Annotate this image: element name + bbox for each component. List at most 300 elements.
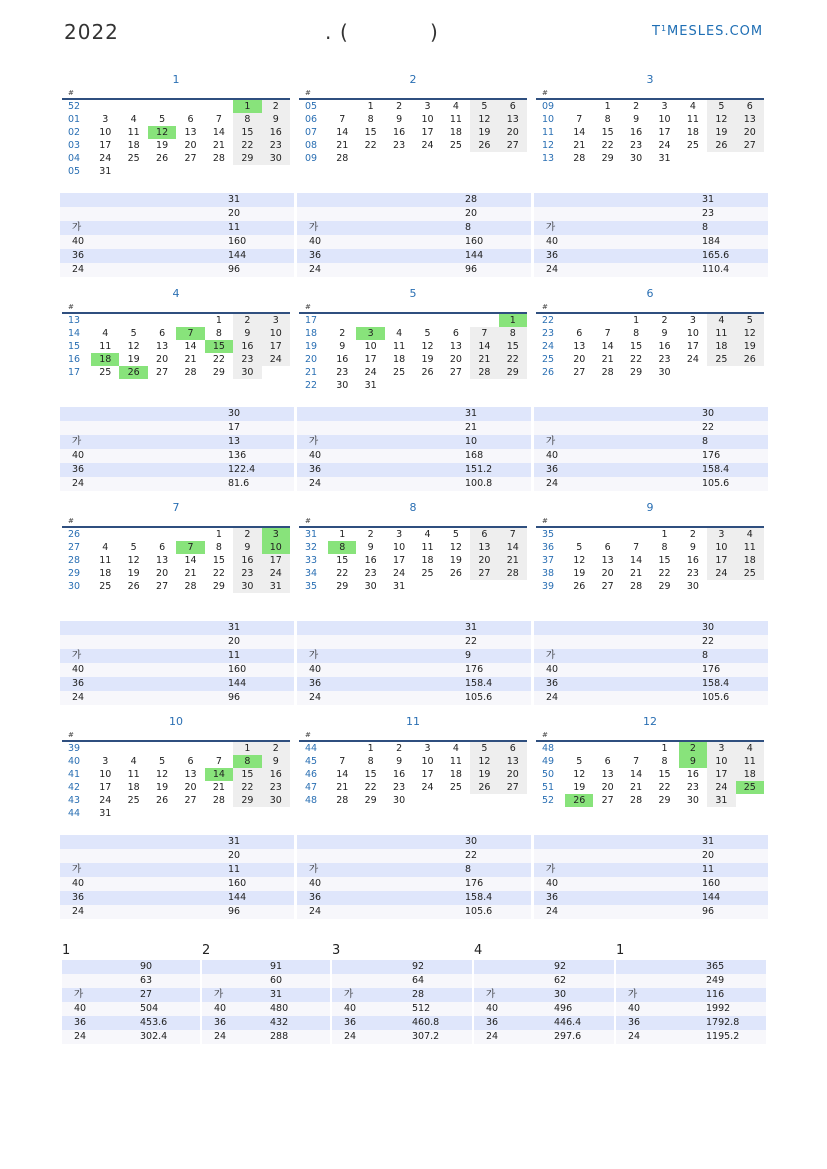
day-cell[interactable]: 1 — [233, 742, 261, 755]
day-cell[interactable]: 11 — [127, 127, 140, 138]
day-cell[interactable]: 28 — [601, 367, 614, 378]
day-cell[interactable]: 31 — [99, 166, 112, 177]
day-cell[interactable]: 30 — [262, 152, 290, 165]
holiday-day[interactable]: 7 — [176, 541, 204, 554]
day-cell[interactable]: 21 — [499, 554, 527, 567]
day-cell[interactable]: 16 — [233, 340, 261, 353]
day-cell[interactable]: 19 — [156, 782, 169, 793]
day-cell[interactable]: 23 — [336, 367, 349, 378]
day-cell[interactable]: 6 — [159, 542, 166, 553]
day-cell[interactable]: 13 — [499, 755, 527, 768]
day-cell[interactable]: 25 — [736, 567, 764, 580]
day-cell[interactable]: 17 — [421, 127, 434, 138]
day-cell[interactable]: 12 — [573, 555, 586, 566]
day-cell[interactable]: 14 — [573, 127, 586, 138]
day-cell[interactable]: 30 — [686, 795, 699, 806]
day-cell[interactable]: 14 — [336, 769, 349, 780]
day-cell[interactable]: 26 — [449, 568, 462, 579]
day-cell[interactable]: 27 — [499, 781, 527, 794]
day-cell[interactable]: 18 — [736, 768, 764, 781]
day-cell[interactable]: 14 — [630, 769, 643, 780]
day-cell[interactable]: 15 — [658, 769, 671, 780]
day-cell[interactable]: 19 — [573, 782, 586, 793]
day-cell[interactable]: 14 — [630, 555, 643, 566]
day-cell[interactable]: 29 — [233, 152, 261, 165]
holiday-day[interactable]: 9 — [679, 755, 707, 768]
day-cell[interactable]: 30 — [393, 795, 406, 806]
holiday-day[interactable]: 8 — [233, 755, 261, 768]
day-cell[interactable]: 7 — [576, 114, 583, 125]
day-cell[interactable]: 15 — [336, 555, 349, 566]
day-cell[interactable]: 8 — [499, 327, 527, 340]
day-cell[interactable]: 3 — [661, 101, 668, 112]
day-cell[interactable]: 25 — [127, 795, 140, 806]
holiday-day[interactable]: 10 — [262, 541, 290, 554]
day-cell[interactable]: 22 — [630, 354, 643, 365]
day-cell[interactable]: 19 — [736, 340, 764, 353]
day-cell[interactable]: 30 — [233, 580, 261, 593]
day-cell[interactable]: 29 — [601, 153, 614, 164]
day-cell[interactable]: 1 — [367, 743, 374, 754]
day-cell[interactable]: 19 — [573, 568, 586, 579]
day-cell[interactable]: 20 — [601, 782, 614, 793]
day-cell[interactable]: 26 — [736, 353, 764, 366]
day-cell[interactable]: 8 — [215, 542, 222, 553]
day-cell[interactable]: 23 — [658, 354, 671, 365]
day-cell[interactable]: 1 — [661, 529, 668, 540]
day-cell[interactable]: 9 — [396, 114, 403, 125]
day-cell[interactable]: 29 — [499, 366, 527, 379]
day-cell[interactable]: 21 — [601, 354, 614, 365]
day-cell[interactable]: 4 — [452, 743, 459, 754]
day-cell[interactable]: 2 — [339, 328, 346, 339]
day-cell[interactable]: 22 — [364, 782, 377, 793]
day-cell[interactable]: 28 — [336, 795, 349, 806]
day-cell[interactable]: 6 — [187, 756, 194, 767]
day-cell[interactable]: 2 — [233, 314, 261, 327]
day-cell[interactable]: 9 — [367, 542, 374, 553]
day-cell[interactable]: 2 — [233, 528, 261, 541]
day-cell[interactable]: 16 — [658, 341, 671, 352]
day-cell[interactable]: 22 — [233, 781, 261, 794]
day-cell[interactable]: 22 — [364, 140, 377, 151]
day-cell[interactable]: 12 — [127, 555, 140, 566]
day-cell[interactable]: 23 — [686, 782, 699, 793]
day-cell[interactable]: 26 — [156, 795, 169, 806]
day-cell[interactable]: 23 — [262, 139, 290, 152]
day-cell[interactable]: 17 — [262, 340, 290, 353]
holiday-day[interactable]: 26 — [565, 794, 593, 807]
day-cell[interactable]: 13 — [736, 113, 764, 126]
day-cell[interactable]: 23 — [686, 568, 699, 579]
day-cell[interactable]: 17 — [364, 354, 377, 365]
day-cell[interactable]: 26 — [470, 139, 498, 152]
day-cell[interactable]: 24 — [364, 367, 377, 378]
day-cell[interactable]: 10 — [707, 541, 735, 554]
day-cell[interactable]: 29 — [658, 581, 671, 592]
day-cell[interactable]: 4 — [736, 528, 764, 541]
day-cell[interactable]: 21 — [336, 782, 349, 793]
day-cell[interactable]: 28 — [630, 795, 643, 806]
day-cell[interactable]: 23 — [393, 782, 406, 793]
day-cell[interactable]: 24 — [393, 568, 406, 579]
day-cell[interactable]: 7 — [470, 327, 498, 340]
day-cell[interactable]: 16 — [686, 769, 699, 780]
day-cell[interactable]: 23 — [630, 140, 643, 151]
day-cell[interactable]: 20 — [156, 568, 169, 579]
day-cell[interactable]: 16 — [262, 768, 290, 781]
day-cell[interactable]: 29 — [212, 581, 225, 592]
day-cell[interactable]: 10 — [658, 114, 671, 125]
day-cell[interactable]: 18 — [736, 554, 764, 567]
day-cell[interactable]: 20 — [573, 354, 586, 365]
day-cell[interactable]: 8 — [661, 756, 668, 767]
day-cell[interactable]: 30 — [658, 367, 671, 378]
holiday-day[interactable]: 3 — [356, 327, 384, 340]
day-cell[interactable]: 5 — [130, 542, 137, 553]
day-cell[interactable]: 7 — [633, 542, 640, 553]
day-cell[interactable]: 15 — [364, 769, 377, 780]
day-cell[interactable]: 16 — [393, 769, 406, 780]
day-cell[interactable]: 17 — [707, 768, 735, 781]
day-cell[interactable]: 31 — [364, 380, 377, 391]
day-cell[interactable]: 12 — [470, 113, 498, 126]
holiday-day[interactable]: 14 — [205, 768, 233, 781]
day-cell[interactable]: 31 — [99, 808, 112, 819]
day-cell[interactable]: 15 — [364, 127, 377, 138]
day-cell[interactable]: 9 — [633, 114, 640, 125]
day-cell[interactable]: 23 — [233, 567, 261, 580]
day-cell[interactable]: 15 — [630, 341, 643, 352]
day-cell[interactable]: 13 — [184, 769, 197, 780]
day-cell[interactable]: 1 — [633, 315, 640, 326]
site-logo[interactable] — [652, 24, 763, 39]
day-cell[interactable]: 16 — [364, 555, 377, 566]
day-cell[interactable]: 10 — [686, 328, 699, 339]
day-cell[interactable]: 4 — [707, 314, 735, 327]
day-cell[interactable]: 20 — [156, 354, 169, 365]
day-cell[interactable]: 26 — [156, 153, 169, 164]
day-cell[interactable]: 18 — [421, 555, 434, 566]
day-cell[interactable]: 19 — [470, 126, 498, 139]
day-cell[interactable]: 11 — [421, 542, 434, 553]
day-cell[interactable]: 3 — [707, 528, 735, 541]
day-cell[interactable]: 31 — [262, 580, 290, 593]
day-cell[interactable]: 4 — [130, 756, 137, 767]
day-cell[interactable]: 18 — [686, 127, 699, 138]
holiday-day[interactable]: 1 — [499, 314, 527, 327]
day-cell[interactable]: 28 — [630, 581, 643, 592]
day-cell[interactable]: 11 — [736, 541, 764, 554]
day-cell[interactable]: 5 — [736, 314, 764, 327]
day-cell[interactable]: 15 — [658, 555, 671, 566]
day-cell[interactable]: 3 — [102, 756, 109, 767]
day-cell[interactable]: 8 — [633, 328, 640, 339]
day-cell[interactable]: 5 — [470, 742, 498, 755]
day-cell[interactable]: 22 — [212, 354, 225, 365]
day-cell[interactable]: 29 — [630, 367, 643, 378]
day-cell[interactable]: 30 — [364, 581, 377, 592]
day-cell[interactable]: 4 — [424, 529, 431, 540]
day-cell[interactable]: 23 — [233, 353, 261, 366]
day-cell[interactable]: 13 — [601, 555, 614, 566]
day-cell[interactable]: 18 — [99, 568, 112, 579]
holiday-day[interactable]: 26 — [119, 366, 147, 379]
day-cell[interactable]: 9 — [689, 542, 696, 553]
day-cell[interactable]: 7 — [339, 114, 346, 125]
day-cell[interactable]: 5 — [130, 328, 137, 339]
holiday-day[interactable]: 8 — [328, 541, 356, 554]
day-cell[interactable]: 25 — [449, 140, 462, 151]
day-cell[interactable]: 2 — [633, 101, 640, 112]
day-cell[interactable]: 6 — [736, 100, 764, 113]
day-cell[interactable]: 21 — [470, 353, 498, 366]
day-cell[interactable]: 19 — [127, 354, 140, 365]
day-cell[interactable]: 3 — [424, 101, 431, 112]
day-cell[interactable]: 10 — [262, 327, 290, 340]
day-cell[interactable]: 13 — [499, 113, 527, 126]
day-cell[interactable]: 27 — [470, 567, 498, 580]
day-cell[interactable]: 4 — [736, 742, 764, 755]
day-cell[interactable]: 7 — [499, 528, 527, 541]
day-cell[interactable]: 21 — [630, 568, 643, 579]
day-cell[interactable]: 10 — [99, 769, 112, 780]
day-cell[interactable]: 22 — [658, 568, 671, 579]
day-cell[interactable]: 18 — [393, 354, 406, 365]
day-cell[interactable]: 21 — [212, 140, 225, 151]
day-cell[interactable]: 25 — [449, 782, 462, 793]
day-cell[interactable]: 26 — [573, 581, 586, 592]
day-cell[interactable]: 25 — [686, 140, 699, 151]
day-cell[interactable]: 26 — [470, 781, 498, 794]
day-cell[interactable]: 29 — [364, 795, 377, 806]
day-cell[interactable]: 20 — [736, 126, 764, 139]
day-cell[interactable]: 6 — [576, 328, 583, 339]
day-cell[interactable]: 21 — [184, 568, 197, 579]
day-cell[interactable]: 27 — [601, 581, 614, 592]
day-cell[interactable]: 13 — [470, 541, 498, 554]
day-cell[interactable]: 10 — [707, 755, 735, 768]
day-cell[interactable]: 6 — [159, 328, 166, 339]
day-cell[interactable]: 14 — [212, 127, 225, 138]
day-cell[interactable]: 26 — [707, 139, 735, 152]
day-cell[interactable]: 24 — [262, 567, 290, 580]
day-cell[interactable]: 6 — [470, 528, 498, 541]
day-cell[interactable]: 9 — [661, 328, 668, 339]
day-cell[interactable]: 15 — [601, 127, 614, 138]
day-cell[interactable]: 17 — [99, 782, 112, 793]
day-cell[interactable]: 30 — [233, 366, 261, 379]
day-cell[interactable]: 17 — [658, 127, 671, 138]
day-cell[interactable]: 16 — [393, 127, 406, 138]
day-cell[interactable]: 17 — [686, 341, 699, 352]
day-cell[interactable]: 27 — [184, 153, 197, 164]
day-cell[interactable]: 27 — [184, 795, 197, 806]
day-cell[interactable]: 20 — [184, 140, 197, 151]
day-cell[interactable]: 28 — [573, 153, 586, 164]
day-cell[interactable]: 12 — [736, 327, 764, 340]
day-cell[interactable]: 10 — [99, 127, 112, 138]
day-cell[interactable]: 27 — [573, 367, 586, 378]
day-cell[interactable]: 19 — [156, 140, 169, 151]
day-cell[interactable]: 14 — [184, 555, 197, 566]
day-cell[interactable]: 18 — [127, 140, 140, 151]
day-cell[interactable]: 12 — [573, 769, 586, 780]
day-cell[interactable]: 6 — [604, 756, 611, 767]
day-cell[interactable]: 19 — [449, 555, 462, 566]
day-cell[interactable]: 11 — [99, 341, 112, 352]
day-cell[interactable]: 11 — [449, 756, 462, 767]
day-cell[interactable]: 29 — [233, 794, 261, 807]
day-cell[interactable]: 29 — [212, 367, 225, 378]
day-cell[interactable]: 1 — [367, 101, 374, 112]
day-cell[interactable]: 20 — [499, 768, 527, 781]
day-cell[interactable]: 16 — [233, 554, 261, 567]
day-cell[interactable]: 9 — [262, 755, 290, 768]
day-cell[interactable]: 17 — [393, 555, 406, 566]
holiday-day[interactable]: 12 — [148, 126, 176, 139]
day-cell[interactable]: 18 — [449, 127, 462, 138]
day-cell[interactable]: 13 — [156, 555, 169, 566]
day-cell[interactable]: 1 — [215, 315, 222, 326]
day-cell[interactable]: 21 — [573, 140, 586, 151]
day-cell[interactable]: 18 — [449, 769, 462, 780]
day-cell[interactable]: 15 — [233, 768, 261, 781]
day-cell[interactable]: 12 — [449, 542, 462, 553]
day-cell[interactable]: 19 — [421, 354, 434, 365]
day-cell[interactable]: 30 — [336, 380, 349, 391]
day-cell[interactable]: 5 — [424, 328, 431, 339]
day-cell[interactable]: 24 — [99, 795, 112, 806]
day-cell[interactable]: 1 — [215, 529, 222, 540]
day-cell[interactable]: 13 — [601, 769, 614, 780]
day-cell[interactable]: 17 — [262, 554, 290, 567]
day-cell[interactable]: 8 — [661, 542, 668, 553]
day-cell[interactable]: 7 — [604, 328, 611, 339]
day-cell[interactable]: 9 — [339, 341, 346, 352]
day-cell[interactable]: 4 — [689, 101, 696, 112]
day-cell[interactable]: 27 — [736, 139, 764, 152]
day-cell[interactable]: 13 — [573, 341, 586, 352]
day-cell[interactable]: 24 — [707, 781, 735, 794]
day-cell[interactable]: 24 — [707, 567, 735, 580]
day-cell[interactable]: 3 — [102, 114, 109, 125]
day-cell[interactable]: 28 — [184, 367, 197, 378]
day-cell[interactable]: 7 — [215, 756, 222, 767]
day-cell[interactable]: 3 — [424, 743, 431, 754]
day-cell[interactable]: 8 — [604, 114, 611, 125]
holiday-day[interactable]: 7 — [176, 327, 204, 340]
day-cell[interactable]: 26 — [127, 581, 140, 592]
day-cell[interactable]: 14 — [336, 127, 349, 138]
day-cell[interactable]: 27 — [499, 139, 527, 152]
day-cell[interactable]: 9 — [262, 113, 290, 126]
day-cell[interactable]: 2 — [262, 100, 290, 113]
day-cell[interactable]: 31 — [707, 794, 735, 807]
day-cell[interactable]: 29 — [658, 795, 671, 806]
day-cell[interactable]: 28 — [499, 567, 527, 580]
day-cell[interactable]: 30 — [262, 794, 290, 807]
day-cell[interactable]: 2 — [689, 529, 696, 540]
day-cell[interactable]: 23 — [262, 781, 290, 794]
day-cell[interactable]: 25 — [421, 568, 434, 579]
day-cell[interactable]: 10 — [421, 114, 434, 125]
day-cell[interactable]: 24 — [262, 353, 290, 366]
day-cell[interactable]: 5 — [159, 114, 166, 125]
day-cell[interactable]: 22 — [212, 568, 225, 579]
day-cell[interactable]: 24 — [99, 153, 112, 164]
day-cell[interactable]: 19 — [707, 126, 735, 139]
day-cell[interactable]: 14 — [601, 341, 614, 352]
day-cell[interactable]: 8 — [215, 328, 222, 339]
day-cell[interactable]: 29 — [336, 581, 349, 592]
day-cell[interactable]: 1 — [604, 101, 611, 112]
day-cell[interactable]: 27 — [156, 581, 169, 592]
holiday-day[interactable]: 1 — [233, 100, 261, 113]
holiday-day[interactable]: 15 — [205, 340, 233, 353]
day-cell[interactable]: 23 — [364, 568, 377, 579]
day-cell[interactable]: 2 — [396, 101, 403, 112]
day-cell[interactable]: 20 — [184, 782, 197, 793]
day-cell[interactable]: 28 — [212, 795, 225, 806]
day-cell[interactable]: 20 — [601, 568, 614, 579]
day-cell[interactable]: 4 — [102, 542, 109, 553]
day-cell[interactable]: 22 — [658, 782, 671, 793]
day-cell[interactable]: 21 — [630, 782, 643, 793]
day-cell[interactable]: 14 — [184, 341, 197, 352]
day-cell[interactable]: 4 — [102, 328, 109, 339]
day-cell[interactable]: 28 — [470, 366, 498, 379]
day-cell[interactable]: 31 — [393, 581, 406, 592]
day-cell[interactable]: 7 — [339, 756, 346, 767]
day-cell[interactable]: 13 — [184, 127, 197, 138]
day-cell[interactable]: 21 — [212, 782, 225, 793]
holiday-day[interactable]: 2 — [679, 742, 707, 755]
day-cell[interactable]: 7 — [633, 756, 640, 767]
day-cell[interactable]: 5 — [576, 756, 583, 767]
day-cell[interactable]: 17 — [707, 554, 735, 567]
day-cell[interactable]: 4 — [452, 101, 459, 112]
day-cell[interactable]: 12 — [127, 341, 140, 352]
day-cell[interactable]: 11 — [99, 555, 112, 566]
day-cell[interactable]: 28 — [212, 153, 225, 164]
day-cell[interactable]: 24 — [658, 140, 671, 151]
day-cell[interactable]: 25 — [127, 153, 140, 164]
day-cell[interactable]: 11 — [449, 114, 462, 125]
day-cell[interactable]: 11 — [393, 341, 406, 352]
day-cell[interactable]: 26 — [421, 367, 434, 378]
day-cell[interactable]: 25 — [99, 581, 112, 592]
day-cell[interactable]: 28 — [184, 581, 197, 592]
day-cell[interactable]: 27 — [601, 795, 614, 806]
day-cell[interactable]: 6 — [604, 542, 611, 553]
day-cell[interactable]: 25 — [393, 367, 406, 378]
day-cell[interactable]: 2 — [262, 742, 290, 755]
day-cell[interactable]: 16 — [336, 354, 349, 365]
day-cell[interactable]: 6 — [187, 114, 194, 125]
day-cell[interactable]: 25 — [707, 353, 735, 366]
day-cell[interactable]: 14 — [499, 541, 527, 554]
day-cell[interactable]: 10 — [393, 542, 406, 553]
day-cell[interactable]: 28 — [336, 153, 349, 164]
day-cell[interactable]: 3 — [262, 314, 290, 327]
day-cell[interactable]: 15 — [212, 555, 225, 566]
day-cell[interactable]: 10 — [421, 756, 434, 767]
day-cell[interactable]: 27 — [156, 367, 169, 378]
day-cell[interactable]: 22 — [499, 353, 527, 366]
day-cell[interactable]: 12 — [707, 113, 735, 126]
day-cell[interactable]: 4 — [130, 114, 137, 125]
